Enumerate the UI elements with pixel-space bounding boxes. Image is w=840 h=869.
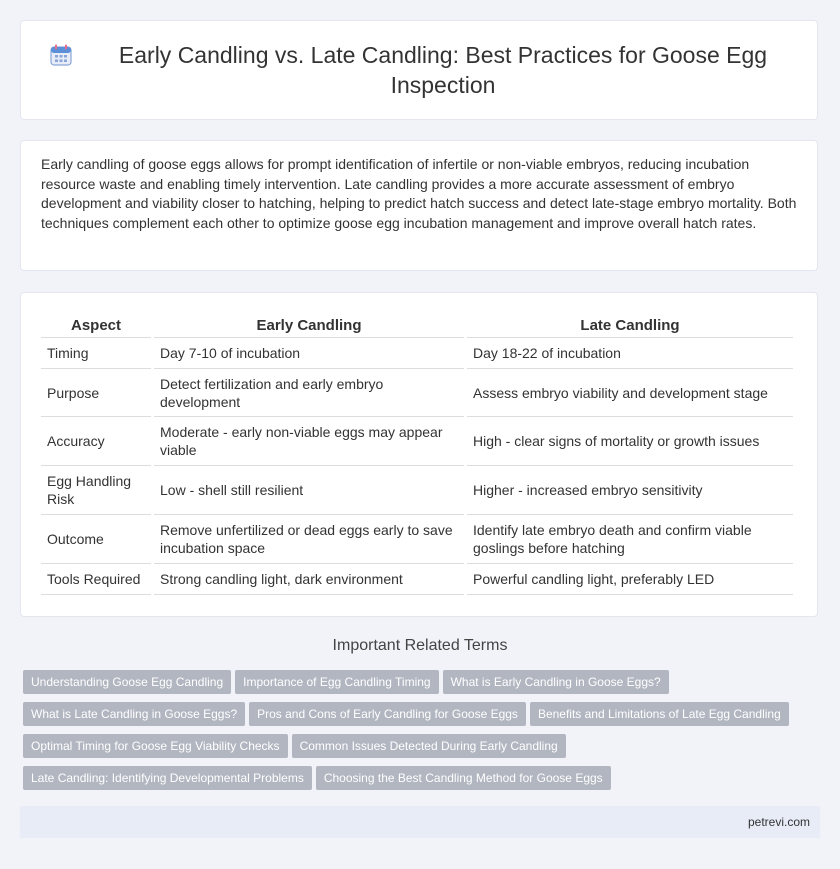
table-cell: Strong candling light, dark environment (154, 564, 464, 595)
related-term-tag[interactable]: Optimal Timing for Goose Egg Viability Checks (23, 734, 288, 758)
table-cell: Assess embryo viability and development stage (467, 369, 793, 417)
column-header: Aspect (41, 313, 151, 338)
intro-text: Early candling of goose eggs allows for prompt identification of infertile or non-viable embryos, reducing incubation resource waste and enabling timely intervention. Late candling provides a more accurate assessment of embryo development and viability closer to hatching, helping to predict hatch success and detect late-stage embryo mortality. Both techniques complement each other to optimize goose egg incubation management and improve overall hatch rates. (41, 156, 797, 231)
table-cell: Outcome (41, 515, 151, 564)
table-cell: Timing (41, 338, 151, 369)
related-term-tag[interactable]: Understanding Goose Egg Candling (23, 670, 231, 694)
table-cell: Day 7-10 of incubation (154, 338, 464, 369)
table-cell: Higher - increased embryo sensitivity (467, 466, 793, 515)
footer (20, 806, 820, 838)
table-cell: Remove unfertilized or dead eggs early to save incubation space (154, 515, 464, 564)
calendar-icon (49, 43, 73, 67)
comparison-table (38, 313, 796, 595)
table-cell: Detect fertilization and early embryo development (154, 369, 464, 417)
table-row (41, 564, 793, 595)
table-row (41, 466, 793, 515)
related-term-tag[interactable]: Pros and Cons of Early Candling for Goose Eggs (249, 702, 526, 726)
footer-site-link[interactable]: petrevi.com (747, 815, 810, 829)
related-term-tag[interactable]: What is Early Candling in Goose Eggs? (443, 670, 669, 694)
header-card (20, 20, 818, 120)
table-header-row (41, 313, 793, 338)
related-term-tag[interactable]: Common Issues Detected During Early Candling (292, 734, 566, 758)
table-row (41, 417, 793, 466)
related-term-tag[interactable]: Choosing the Best Candling Method for Goose Eggs (316, 766, 611, 790)
table-cell: Identify late embryo death and confirm viable goslings before hatching (467, 515, 793, 564)
table-cell: Day 18-22 of incubation (467, 338, 793, 369)
table-cell: Accuracy (41, 417, 151, 466)
column-header: Late Candling (467, 313, 793, 338)
table-row (41, 515, 793, 564)
comparison-table-card (20, 292, 818, 617)
related-terms-heading: Important Related Terms (332, 637, 508, 654)
table-row (41, 369, 793, 417)
related-terms-tags (23, 670, 813, 798)
table-cell: Powerful candling light, preferably LED (467, 564, 793, 595)
table-cell: High - clear signs of mortality or growth issues (467, 417, 793, 466)
table-cell: Low - shell still resilient (154, 466, 464, 515)
table-cell: Egg Handling Risk (41, 466, 151, 515)
column-header: Early Candling (154, 313, 464, 338)
related-term-tag[interactable]: Benefits and Limitations of Late Egg Candling (530, 702, 789, 726)
related-term-tag[interactable]: What is Late Candling in Goose Eggs? (23, 702, 245, 726)
table-cell: Moderate - early non-viable eggs may appear viable (154, 417, 464, 466)
page-title: Early Candling vs. Late Candling: Best Practices for Goose Egg Inspection (118, 42, 768, 98)
related-term-tag[interactable]: Late Candling: Identifying Developmental Problems (23, 766, 312, 790)
table-cell: Tools Required (41, 564, 151, 595)
related-term-tag[interactable]: Importance of Egg Candling Timing (235, 670, 438, 694)
intro-card (20, 140, 818, 271)
table-row (41, 338, 793, 369)
table-cell: Purpose (41, 369, 151, 417)
